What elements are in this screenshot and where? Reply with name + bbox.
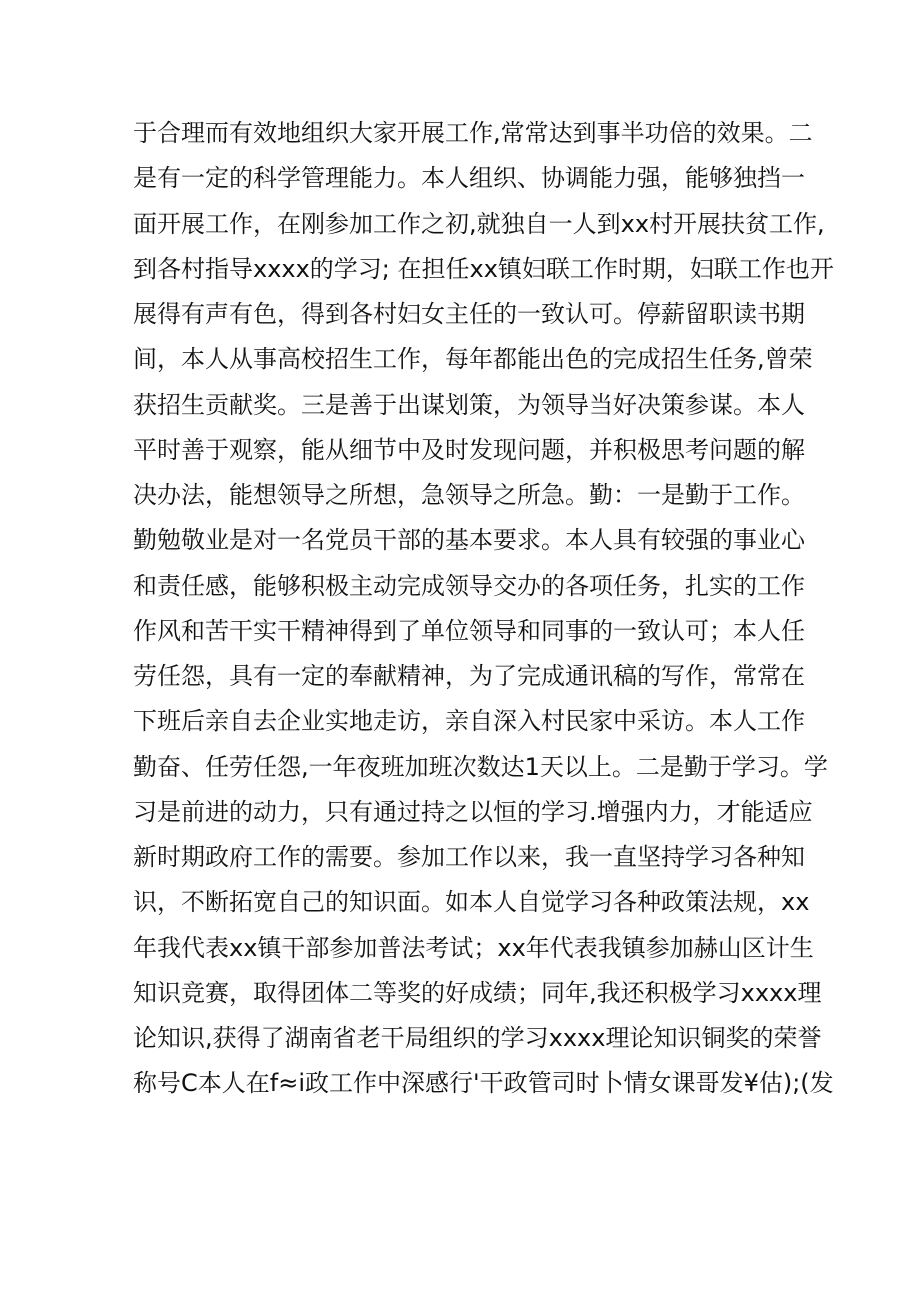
- body-text: [133, 111, 834, 1107]
- text-line: 论知识,获得了湖南省老干局组织的学习xxxx理论知识铜奖的荣誉: [133, 1024, 822, 1052]
- text-line: 新时期政府工作的需要。参加工作以来，我一直坚持学习各种知: [133, 843, 805, 871]
- text-line: 劳任怨，具有一定的奉献精神，为了完成通讯稿的写作，常常在: [133, 662, 805, 690]
- text-line: 年我代表xx镇干部参加普法考试；xx年代表我镇参加赫山区计生: [133, 933, 814, 962]
- text-line: 于合理而有效地组织大家开展工作,常常达到事半功倍的效果。二: [133, 119, 813, 147]
- text-line: 决办法，能想领导之所想，急领导之所急。勤：一是勤于工作。: [133, 481, 805, 509]
- text-line: 平时善于观察，能从细节中及时发现问题，并积极思考问题的解: [133, 435, 805, 464]
- text-line: 作风和苦干实干精神得到了单位领导和同事的一致认可；本人任: [133, 616, 805, 645]
- text-line: 识，不断拓宽自己的知识面。如本人自觉学习各种政策法规，xx: [133, 888, 810, 917]
- text-line: 到各村指导xxxx的学习; 在担任xx镇妇联工作时期，妇联工作也开: [133, 254, 834, 283]
- text-line: 和责任感，能够积极主动完成领导交办的各项任务，扎实的工作: [133, 571, 805, 600]
- text-line: 展得有声有色，得到各村妇女主任的一致认可。停薪留职读书期: [133, 300, 805, 328]
- text-line: 知识竞赛，取得团体二等奖的好成绩；同年,我还积极学习xxxx理: [133, 978, 822, 1007]
- text-line: 面开展工作，在刚参加工作之初,就独自一人到xx村开展扶贫工作,: [133, 209, 825, 238]
- text-line: 勤奋、任劳任怨,一年夜班加班次数达1天以上。二是勤于学习。学: [133, 752, 828, 781]
- text-line: 获招生贡献奖。三是善于出谋划策，为领导当好决策参谋。本人: [133, 390, 805, 419]
- text-line: 间，本人从事高校招生工作，每年都能出色的完成招生任务,曾荣: [133, 345, 813, 374]
- text-line: 是有一定的科学管理能力。本人组织、协调能力强，能够独挡一: [133, 164, 805, 193]
- text-line: 习是前进的动力，只有通过持之以恒的学习.增强内力，才能适应: [133, 797, 813, 826]
- text-line: 称号C本人在f≈i政工作中深感行'干政管司时卜情女课哥发¥估);(发: [133, 1069, 834, 1098]
- text-line: 勤勉敬业是对一名党员干部的基本要求。本人具有较强的事业心: [133, 526, 805, 555]
- text-line: 下班后亲自去企业实地走访，亲自深入村民家中采访。本人工作: [133, 707, 805, 736]
